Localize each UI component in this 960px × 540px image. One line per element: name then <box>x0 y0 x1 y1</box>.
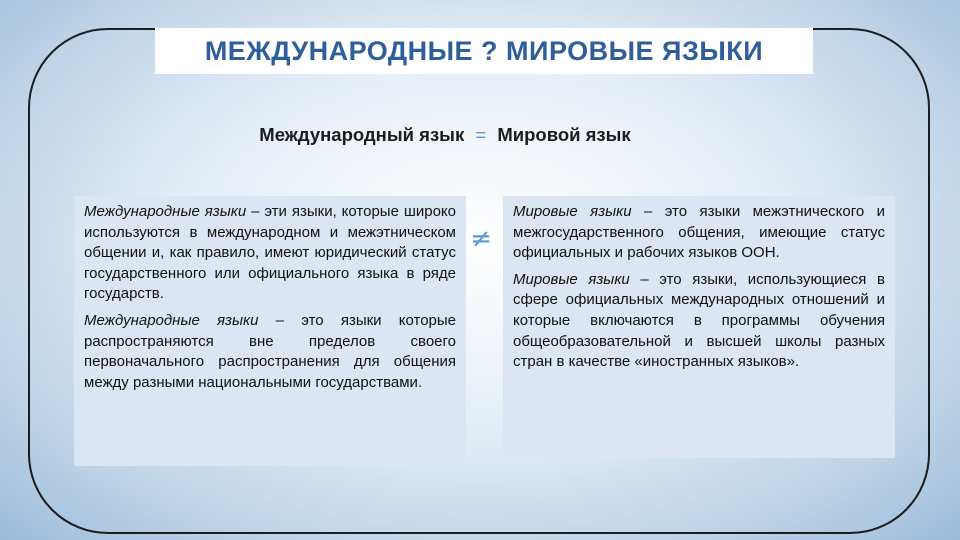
definition-term: Мировые языки <box>513 203 632 220</box>
definition-paragraph <box>513 202 885 264</box>
equals-sign: = <box>475 124 487 145</box>
definition-term: Мировые языки <box>513 270 630 288</box>
equation-left: Международный язык <box>259 124 465 145</box>
world-languages-panel <box>503 196 895 458</box>
definition-text: – это языки, использующиеся в сфере официальных международных отношений и которые включаются в программы обучения общеобразовательной и высшей школы разных стран в качестве «иностранных языков». <box>513 270 885 371</box>
international-languages-panel <box>74 196 466 466</box>
definition-text: – эти языки, которые широко используются в международном и межэтническом общении и, как правило, имеют юридический статус государственного или официального языка в ряде государств. <box>84 203 456 303</box>
definition-term: Международные языки <box>84 311 259 329</box>
definition-text: – это языки межэтнического и межгосударственного общения, имеющие статус официальных и рабочих языков ООН. <box>513 203 885 262</box>
definition-paragraph <box>513 270 885 373</box>
not-equal-sign: ≠ <box>470 224 492 254</box>
equation-right: Мировой язык <box>497 124 631 145</box>
definition-paragraph <box>84 202 456 305</box>
title-text: МЕЖДУНАРОДНЫЕ ? МИРОВЫЕ ЯЗЫКИ <box>204 35 764 66</box>
definition-text: – это языки которые распространяются вне пределов своего первоначального распространения для общения между разными национальными государствами. <box>84 311 457 391</box>
definition-term: Международные языки <box>84 203 247 220</box>
definition-paragraph <box>84 311 456 393</box>
equation-line <box>0 124 890 146</box>
page-title <box>155 28 813 74</box>
